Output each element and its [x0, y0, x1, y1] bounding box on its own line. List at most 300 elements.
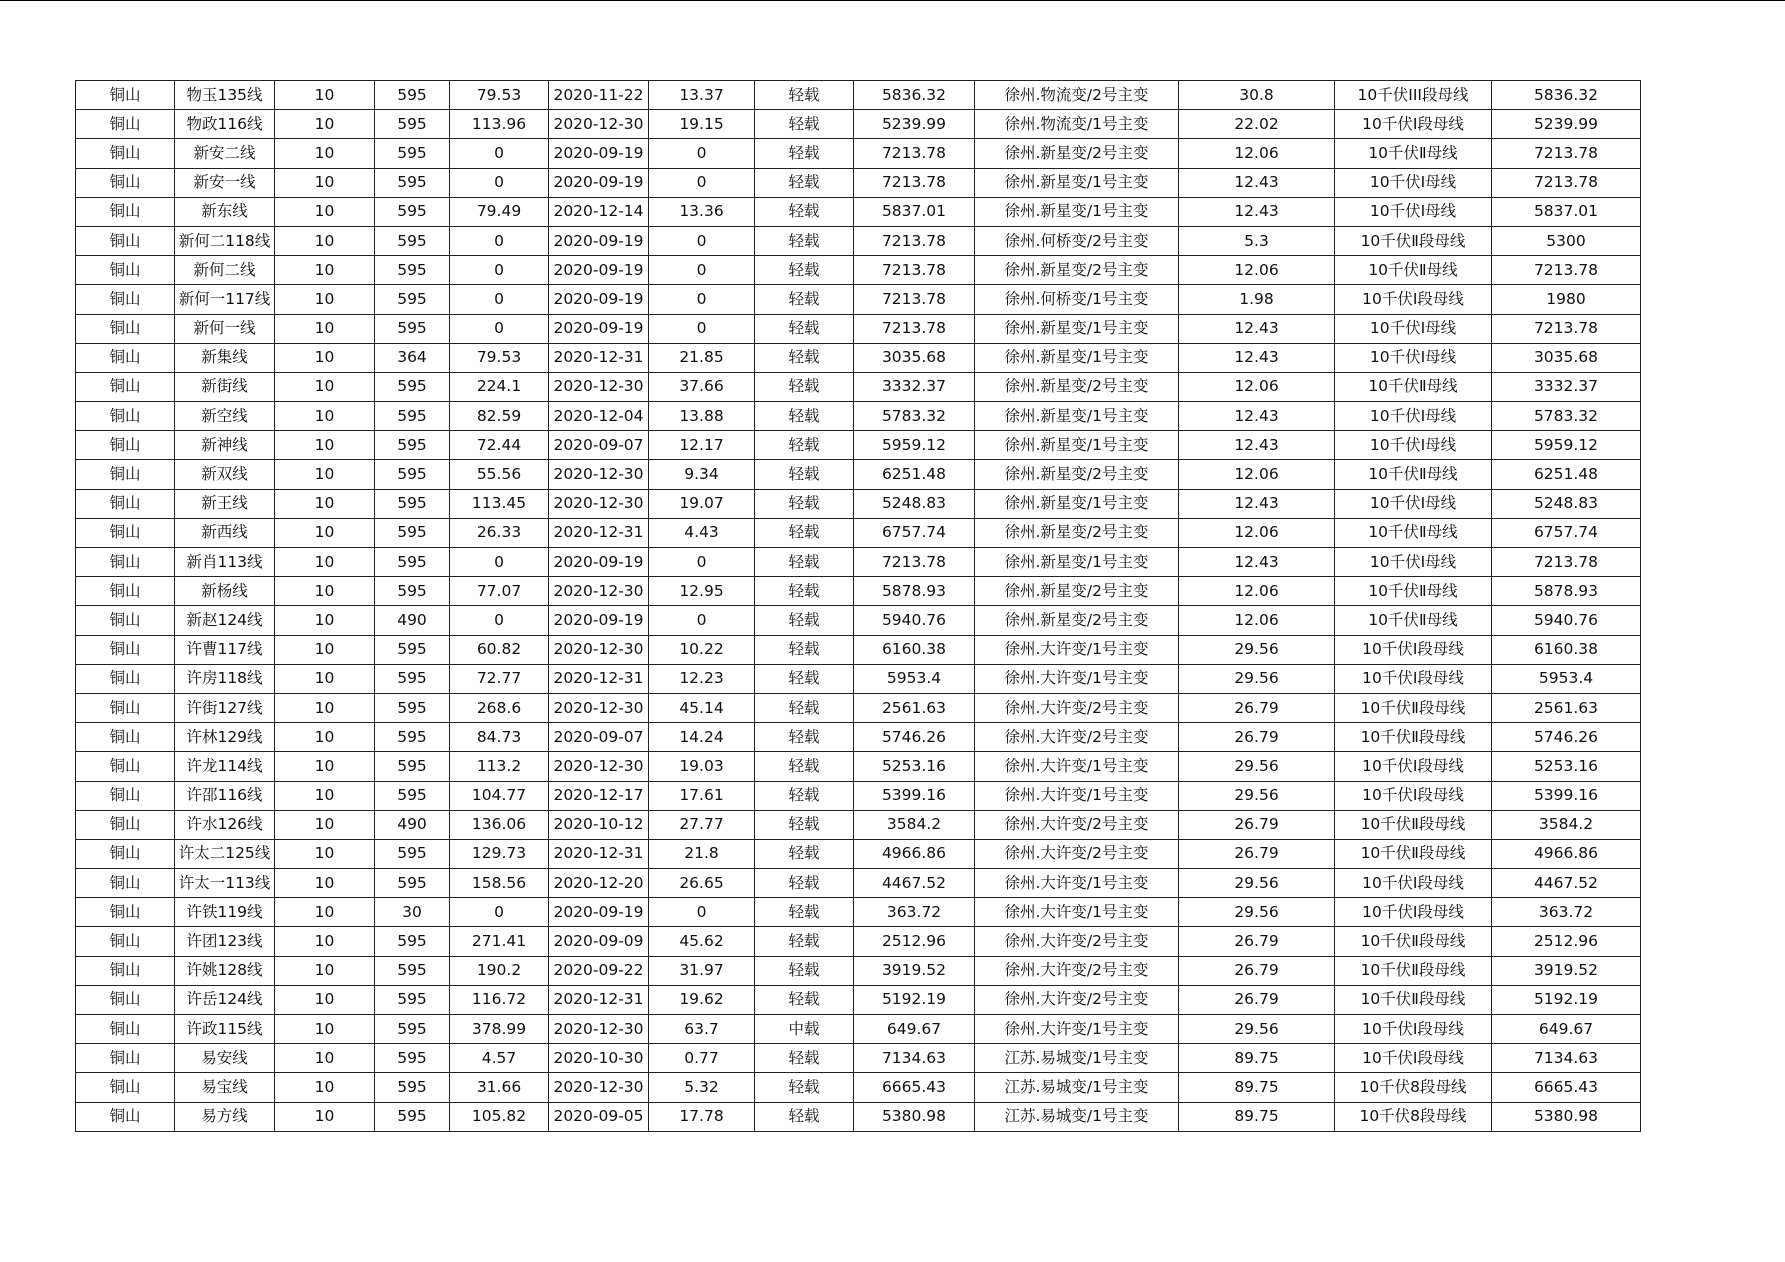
cell-text: 3584.2: [886, 815, 942, 834]
cell-text: 10: [314, 143, 335, 162]
cell-text: 新何一117线: [178, 289, 271, 308]
cell-date: [549, 110, 649, 139]
cell-text: 113.96: [471, 114, 527, 133]
cell-text: 徐州.大许变/1号主变: [1004, 640, 1149, 659]
cell-text: 10: [314, 406, 335, 425]
cell-available-busbar-capacity: [1492, 110, 1641, 139]
cell-load-rate: [649, 343, 755, 372]
cell-date: [549, 956, 649, 985]
cell-text: 10千伏Ⅱ母线: [1368, 610, 1458, 629]
cell-available-busbar-capacity: [1492, 752, 1641, 781]
cell-transformer-load-rate: [1179, 985, 1335, 1014]
cell-text: 55.56: [476, 465, 522, 484]
cell-text: 江苏.易城变/1号主变: [1004, 1077, 1149, 1096]
cell-available-capacity: [854, 1102, 975, 1131]
cell-line-name: [175, 577, 275, 606]
cell-text: 铜山: [109, 669, 141, 688]
cell-available-capacity: [854, 256, 975, 285]
cell-text: 0: [696, 552, 707, 571]
cell-text: 铜山: [109, 465, 141, 484]
cell-text: 铜山: [109, 143, 141, 162]
cell-date: [549, 285, 649, 314]
cell-date: [549, 343, 649, 372]
cell-rated-capacity: [375, 226, 450, 255]
cell-text: 5239.99: [881, 114, 947, 133]
cell-text: 5878.93: [881, 581, 947, 600]
cell-load-status: [755, 548, 854, 577]
cell-max-current: [450, 839, 549, 868]
cell-max-current: [450, 1044, 549, 1073]
cell-text: 轻载: [788, 1077, 820, 1096]
cell-text: 徐州.新星变/2号主变: [1004, 523, 1149, 542]
cell-text: 5239.99: [1533, 114, 1599, 133]
cell-text: 徐州.大许变/2号主变: [1004, 698, 1149, 717]
cell-available-capacity: [854, 1015, 975, 1044]
cell-text: 中载: [788, 1019, 820, 1038]
table-row: [76, 781, 1641, 810]
cell-text: 26.79: [1234, 932, 1279, 951]
cell-voltage-kv: [275, 1044, 375, 1073]
cell-text: 铜山: [109, 844, 141, 863]
cell-transformer: [975, 460, 1179, 489]
cell-rated-capacity: [375, 606, 450, 635]
cell-date: [549, 1044, 649, 1073]
cell-load-rate: [649, 372, 755, 401]
cell-text: 136.06: [471, 815, 527, 834]
cell-text: 铜山: [109, 610, 141, 629]
cell-date: [549, 723, 649, 752]
cell-text: 3332.37: [881, 377, 947, 396]
table-row: [76, 1102, 1641, 1131]
cell-voltage-kv: [275, 781, 375, 810]
cell-available-capacity: [854, 110, 975, 139]
cell-line-name: [175, 664, 275, 693]
cell-text: 轻载: [788, 902, 820, 921]
cell-text: 45.14: [679, 698, 724, 717]
cell-text: 10: [314, 377, 335, 396]
cell-text: 徐州.新星变/1号主变: [1004, 552, 1149, 571]
cell-available-capacity: [854, 606, 975, 635]
cell-busbar: [1335, 1044, 1492, 1073]
cell-voltage-kv: [275, 839, 375, 868]
cell-max-current: [450, 402, 549, 431]
cell-transformer: [975, 898, 1179, 927]
cell-text: 13.88: [679, 406, 724, 425]
cell-available-busbar-capacity: [1492, 985, 1641, 1014]
cell-text: 7213.78: [1533, 143, 1599, 162]
cell-voltage-kv: [275, 898, 375, 927]
cell-rated-capacity: [375, 139, 450, 168]
table-row: [76, 402, 1641, 431]
cell-text: 徐州.新星变/2号主变: [1004, 610, 1149, 629]
cell-busbar: [1335, 956, 1492, 985]
cell-region: [76, 460, 175, 489]
cell-voltage-kv: [275, 752, 375, 781]
cell-text: 12.17: [679, 435, 724, 454]
cell-text: 490: [397, 815, 427, 834]
cell-max-current: [450, 314, 549, 343]
cell-transformer: [975, 314, 1179, 343]
cell-text: 10: [314, 348, 335, 367]
cell-text: 铜山: [109, 406, 141, 425]
cell-text: 5953.4: [1538, 669, 1594, 688]
cell-date: [549, 577, 649, 606]
table-row: [76, 256, 1641, 285]
cell-text: 2020-09-07: [553, 727, 644, 746]
cell-text: 113.45: [471, 494, 527, 513]
cell-text: 许姚128线: [186, 961, 263, 980]
cell-date: [549, 431, 649, 460]
cell-region: [76, 226, 175, 255]
cell-text: 7213.78: [1533, 173, 1599, 192]
cell-text: 7213.78: [1533, 552, 1599, 571]
cell-text: 13.37: [679, 85, 724, 104]
cell-available-busbar-capacity: [1492, 693, 1641, 722]
cell-text: 轻载: [788, 231, 820, 250]
cell-transformer-load-rate: [1179, 431, 1335, 460]
cell-text: 2020-09-19: [553, 143, 644, 162]
cell-date: [549, 898, 649, 927]
cell-load-rate: [649, 226, 755, 255]
cell-text: 徐州.大许变/1号主变: [1004, 873, 1149, 892]
cell-transformer-load-rate: [1179, 285, 1335, 314]
cell-busbar: [1335, 664, 1492, 693]
cell-load-status: [755, 1102, 854, 1131]
cell-transformer-load-rate: [1179, 956, 1335, 985]
cell-line-name: [175, 723, 275, 752]
cell-voltage-kv: [275, 343, 375, 372]
cell-busbar: [1335, 577, 1492, 606]
cell-voltage-kv: [275, 693, 375, 722]
cell-text: 595: [397, 1019, 427, 1038]
cell-load-status: [755, 693, 854, 722]
cell-region: [76, 343, 175, 372]
cell-text: 10千伏8段母线: [1359, 1107, 1467, 1126]
cell-available-busbar-capacity: [1492, 839, 1641, 868]
cell-region: [76, 752, 175, 781]
cell-text: 10: [314, 990, 335, 1009]
cell-max-current: [450, 869, 549, 898]
cell-voltage-kv: [275, 810, 375, 839]
cell-text: 新东线: [201, 202, 248, 221]
cell-region: [76, 431, 175, 460]
cell-text: 5878.93: [1533, 581, 1599, 600]
table-row: [76, 927, 1641, 956]
cell-text: 徐州.大许变/1号主变: [1004, 1019, 1149, 1038]
cell-text: 铜山: [109, 961, 141, 980]
cell-text: 6665.43: [1533, 1077, 1599, 1096]
cell-load-rate: [649, 168, 755, 197]
cell-text: 5399.16: [1533, 786, 1599, 805]
cell-text: 89.75: [1234, 1077, 1279, 1096]
cell-busbar: [1335, 518, 1492, 547]
cell-max-current: [450, 1015, 549, 1044]
cell-text: 铜山: [109, 114, 141, 133]
cell-region: [76, 781, 175, 810]
cell-text: 10千伏Ⅰ段母线: [1362, 902, 1464, 921]
cell-text: 12.06: [1234, 377, 1279, 396]
cell-text: 铜山: [109, 1077, 141, 1096]
cell-text: 新双线: [201, 465, 248, 484]
cell-load-status: [755, 226, 854, 255]
cell-load-rate: [649, 256, 755, 285]
cell-text: 5783.32: [881, 406, 947, 425]
cell-text: 89.75: [1234, 1107, 1279, 1126]
cell-load-rate: [649, 1102, 755, 1131]
cell-text: 60.82: [476, 640, 522, 659]
cell-region: [76, 285, 175, 314]
cell-text: 104.77: [471, 786, 527, 805]
cell-text: 铜山: [109, 786, 141, 805]
cell-text: 4966.86: [881, 844, 947, 863]
cell-text: 轻载: [788, 815, 820, 834]
cell-text: 595: [397, 260, 427, 279]
cell-text: 6757.74: [881, 523, 947, 542]
cell-date: [549, 197, 649, 226]
cell-transformer: [975, 985, 1179, 1014]
table-row: [76, 1044, 1641, 1073]
cell-text: 10: [314, 260, 335, 279]
cell-transformer-load-rate: [1179, 1015, 1335, 1044]
cell-rated-capacity: [375, 256, 450, 285]
cell-text: 徐州.新星变/1号主变: [1004, 494, 1149, 513]
cell-text: 轻载: [788, 435, 820, 454]
cell-rated-capacity: [375, 1102, 450, 1131]
cell-busbar: [1335, 869, 1492, 898]
cell-text: 2020-12-30: [553, 1019, 644, 1038]
cell-text: 许政115线: [186, 1019, 263, 1038]
cell-text: 10: [314, 698, 335, 717]
cell-text: 轻载: [788, 289, 820, 308]
cell-busbar: [1335, 314, 1492, 343]
cell-text: 轻载: [788, 406, 820, 425]
cell-load-rate: [649, 635, 755, 664]
cell-text: 19.03: [679, 756, 724, 775]
cell-text: 2020-09-19: [553, 173, 644, 192]
cell-text: 徐州.大许变/2号主变: [1004, 815, 1149, 834]
cell-transformer-load-rate: [1179, 927, 1335, 956]
cell-text: 铜山: [109, 1048, 141, 1067]
cell-available-capacity: [854, 285, 975, 314]
cell-load-status: [755, 577, 854, 606]
cell-load-status: [755, 489, 854, 518]
cell-max-current: [450, 460, 549, 489]
cell-text: 2512.96: [1533, 932, 1599, 951]
cell-text: 7213.78: [881, 173, 947, 192]
cell-text: 2020-09-19: [553, 231, 644, 250]
cell-load-rate: [649, 927, 755, 956]
cell-text: 徐州.新星变/1号主变: [1004, 202, 1149, 221]
cell-load-rate: [649, 402, 755, 431]
cell-text: 铜山: [109, 552, 141, 571]
cell-text: 新空线: [201, 406, 248, 425]
cell-max-current: [450, 810, 549, 839]
cell-text: 31.66: [476, 1077, 522, 1096]
cell-text: 7213.78: [1533, 260, 1599, 279]
cell-text: 595: [397, 114, 427, 133]
cell-text: 63.7: [684, 1019, 719, 1038]
cell-load-rate: [649, 723, 755, 752]
cell-region: [76, 1015, 175, 1044]
table-row: [76, 664, 1641, 693]
cell-text: 129.73: [471, 844, 527, 863]
cell-text: 5746.26: [881, 727, 947, 746]
cell-available-busbar-capacity: [1492, 1044, 1641, 1073]
cell-line-name: [175, 402, 275, 431]
cell-text: 10千伏Ⅰ母线: [1369, 202, 1457, 221]
cell-available-busbar-capacity: [1492, 372, 1641, 401]
cell-voltage-kv: [275, 723, 375, 752]
cell-text: 轻载: [788, 844, 820, 863]
cell-busbar: [1335, 810, 1492, 839]
cell-text: 5836.32: [1533, 85, 1599, 104]
cell-text: 铜山: [109, 377, 141, 396]
cell-date: [549, 139, 649, 168]
cell-region: [76, 518, 175, 547]
cell-rated-capacity: [375, 693, 450, 722]
cell-text: 224.1: [476, 377, 522, 396]
cell-text: 轻载: [788, 494, 820, 513]
cell-available-capacity: [854, 927, 975, 956]
cell-busbar: [1335, 460, 1492, 489]
cell-transformer: [975, 81, 1179, 110]
cell-text: 2020-12-30: [553, 494, 644, 513]
cell-line-name: [175, 256, 275, 285]
cell-region: [76, 314, 175, 343]
cell-text: 10: [314, 844, 335, 863]
cell-transformer-load-rate: [1179, 402, 1335, 431]
cell-max-current: [450, 723, 549, 752]
cell-text: 0: [696, 143, 707, 162]
cell-region: [76, 927, 175, 956]
cell-text: 轻载: [788, 610, 820, 629]
cell-text: 12.06: [1234, 581, 1279, 600]
cell-text: 10: [314, 465, 335, 484]
cell-text: 595: [397, 873, 427, 892]
cell-text: 徐州.物流变/2号主变: [1004, 85, 1149, 104]
cell-load-rate: [649, 1015, 755, 1044]
cell-date: [549, 810, 649, 839]
cell-transformer-load-rate: [1179, 168, 1335, 197]
cell-transformer: [975, 285, 1179, 314]
cell-text: 10千伏Ⅱ段母线: [1360, 990, 1466, 1009]
cell-text: 轻载: [788, 523, 820, 542]
table-row: [76, 839, 1641, 868]
cell-text: 许街127线: [186, 698, 263, 717]
cell-text: 12.06: [1234, 260, 1279, 279]
cell-text: 徐州.何桥变/2号主变: [1004, 231, 1149, 250]
cell-voltage-kv: [275, 635, 375, 664]
cell-text: 5.3: [1244, 231, 1269, 250]
cell-voltage-kv: [275, 606, 375, 635]
cell-text: 10: [314, 173, 335, 192]
cell-load-rate: [649, 1073, 755, 1102]
cell-date: [549, 839, 649, 868]
cell-text: 10千伏Ⅰ段母线: [1362, 1019, 1464, 1038]
cell-max-current: [450, 489, 549, 518]
cell-text: 铜山: [109, 435, 141, 454]
cell-text: 新西线: [201, 523, 248, 542]
cell-line-name: [175, 635, 275, 664]
cell-text: 595: [397, 85, 427, 104]
cell-text: 2020-12-30: [553, 756, 644, 775]
cell-text: 105.82: [471, 1107, 527, 1126]
cell-transformer-load-rate: [1179, 752, 1335, 781]
cell-max-current: [450, 985, 549, 1014]
cell-region: [76, 1073, 175, 1102]
cell-text: 595: [397, 1048, 427, 1067]
cell-text: 5953.4: [886, 669, 942, 688]
cell-text: 595: [397, 552, 427, 571]
cell-text: 铜山: [109, 581, 141, 600]
cell-transformer: [975, 226, 1179, 255]
cell-region: [76, 110, 175, 139]
cell-text: 72.77: [476, 669, 522, 688]
table-row: [76, 693, 1641, 722]
cell-available-busbar-capacity: [1492, 256, 1641, 285]
cell-text: 轻载: [788, 173, 820, 192]
cell-text: 595: [397, 756, 427, 775]
cell-text: 轻载: [788, 1048, 820, 1067]
cell-load-rate: [649, 197, 755, 226]
cell-text: 12.95: [679, 581, 724, 600]
cell-text: 江苏.易城变/1号主变: [1004, 1107, 1149, 1126]
table-row: [76, 314, 1641, 343]
cell-max-current: [450, 372, 549, 401]
cell-text: 0: [494, 231, 504, 250]
cell-voltage-kv: [275, 1015, 375, 1044]
cell-text: 595: [397, 435, 427, 454]
cell-text: 595: [397, 990, 427, 1009]
cell-text: 2020-12-30: [553, 581, 644, 600]
cell-text: 5837.01: [1533, 202, 1599, 221]
cell-text: 31.97: [679, 961, 724, 980]
cell-available-busbar-capacity: [1492, 431, 1641, 460]
cell-text: 27.77: [679, 815, 724, 834]
table-row: [76, 431, 1641, 460]
cell-text: 77.07: [476, 581, 522, 600]
cell-text: 2512.96: [881, 932, 947, 951]
cell-text: 10千伏Ⅰ母线: [1369, 406, 1457, 425]
cell-text: 6665.43: [881, 1077, 947, 1096]
cell-text: 10千伏Ⅰ段母线: [1362, 873, 1464, 892]
cell-date: [549, 518, 649, 547]
cell-text: 7213.78: [881, 319, 947, 338]
cell-date: [549, 635, 649, 664]
cell-date: [549, 81, 649, 110]
cell-load-rate: [649, 577, 755, 606]
cell-text: 649.67: [886, 1019, 942, 1038]
cell-load-status: [755, 110, 854, 139]
cell-text: 595: [397, 173, 427, 192]
cell-text: 2020-12-31: [553, 669, 644, 688]
cell-text: 72.44: [476, 435, 522, 454]
cell-busbar: [1335, 372, 1492, 401]
cell-text: 5959.12: [881, 435, 947, 454]
cell-text: 595: [397, 406, 427, 425]
cell-text: 0: [696, 173, 707, 192]
cell-text: 595: [397, 961, 427, 980]
cell-text: 2020-09-19: [553, 319, 644, 338]
cell-text: 许龙114线: [186, 756, 263, 775]
cell-available-capacity: [854, 635, 975, 664]
cell-text: 徐州.新星变/2号主变: [1004, 581, 1149, 600]
cell-text: 17.61: [679, 786, 724, 805]
cell-text: 轻载: [788, 552, 820, 571]
cell-text: 595: [397, 143, 427, 162]
cell-text: 许团123线: [186, 932, 263, 951]
cell-text: 595: [397, 377, 427, 396]
